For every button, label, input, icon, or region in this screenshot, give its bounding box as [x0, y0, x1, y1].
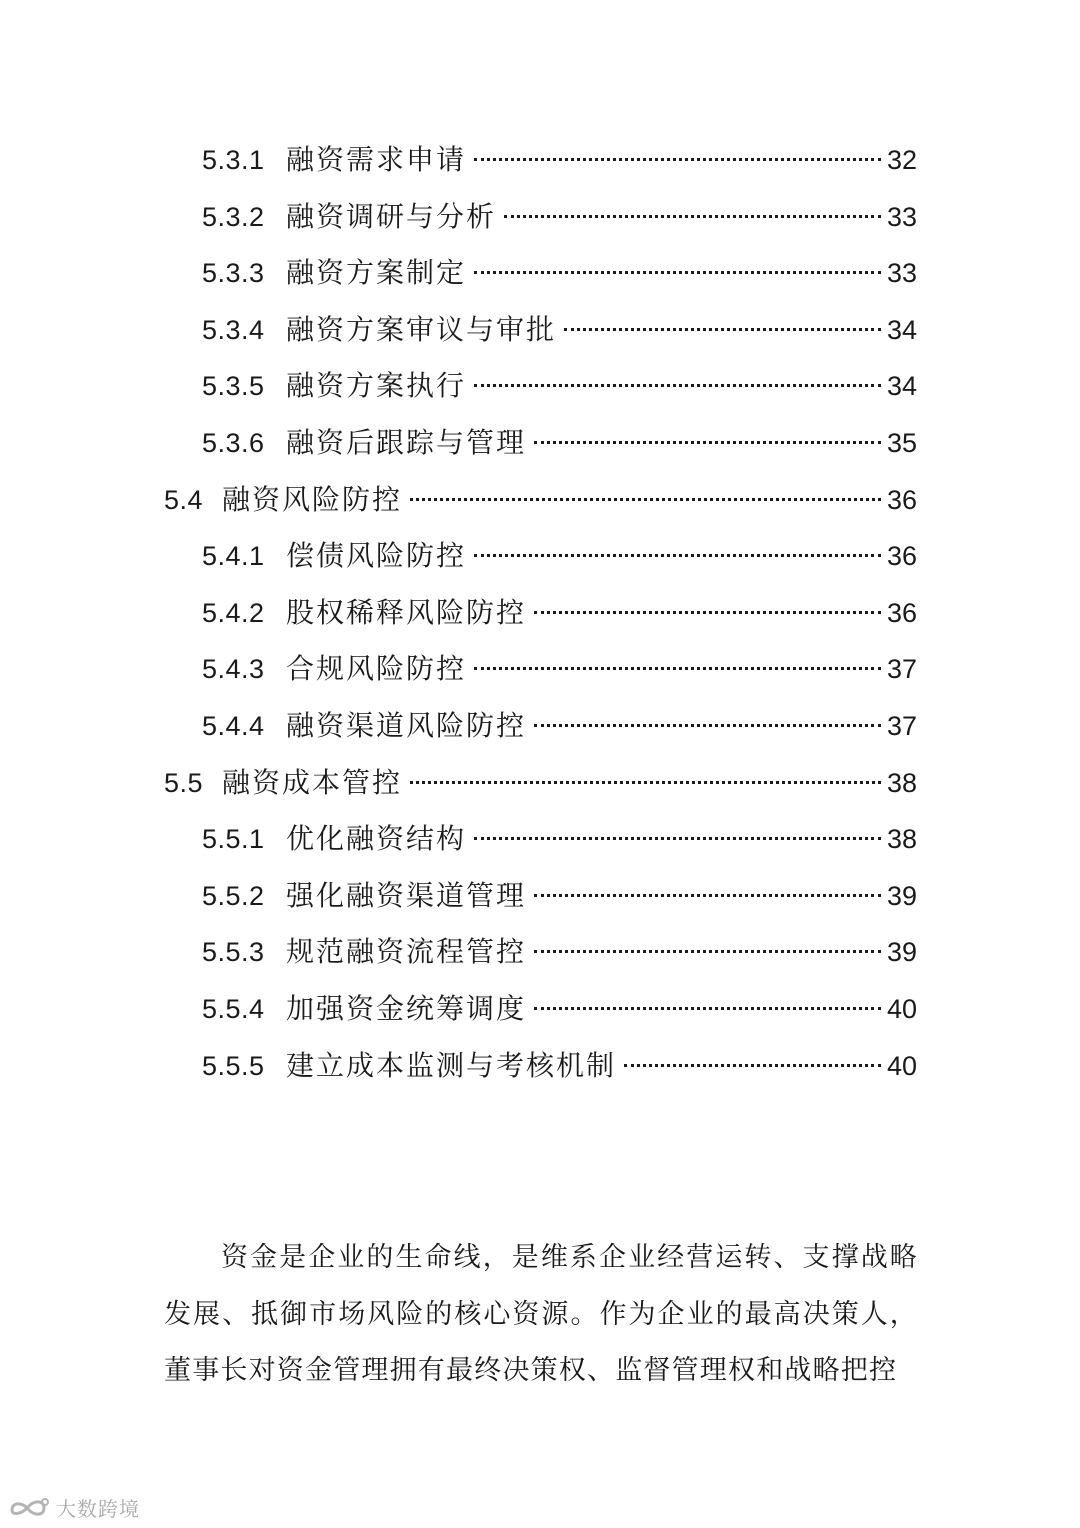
toc-dot-leader — [534, 611, 881, 614]
toc-entry-page: 40 — [886, 1051, 917, 1081]
toc-entry[interactable] — [164, 480, 917, 520]
toc-entry-title: 融资后跟踪与管理 — [286, 426, 527, 459]
toc-entry-number: 5.3.4 — [202, 315, 265, 345]
toc-entry-title: 建立成本监测与考核机制 — [286, 1049, 617, 1082]
toc-entry-title: 偿债风险防控 — [286, 539, 467, 572]
toc-entry-number: 5.5.5 — [202, 1051, 265, 1081]
toc-entry-page: 34 — [886, 371, 917, 401]
toc-entry[interactable] — [202, 536, 917, 576]
toc-entry[interactable] — [164, 763, 917, 803]
toc-entry[interactable] — [202, 876, 917, 916]
infinity-logo-icon — [8, 1494, 50, 1522]
toc-entry[interactable] — [202, 706, 917, 746]
toc-dot-leader — [474, 837, 881, 840]
toc-entry-number: 5.3.3 — [202, 258, 265, 288]
toc-entry-number: 5.4.4 — [202, 711, 265, 741]
toc-entry-title: 融资调研与分析 — [286, 200, 497, 233]
watermark-text: 大数跨境 — [56, 1497, 140, 1521]
toc-entry-title: 合规风险防控 — [286, 652, 467, 685]
toc-entry-page: 40 — [886, 994, 917, 1024]
toc-entry-page: 33 — [886, 202, 917, 232]
toc-entry-page: 39 — [886, 937, 917, 967]
toc-entry-title: 融资需求申请 — [286, 143, 467, 176]
toc-dot-leader — [474, 271, 881, 274]
toc-entry-number: 5.4.1 — [202, 541, 265, 571]
toc-entry[interactable] — [202, 649, 917, 689]
toc-entry-title: 强化融资渠道管理 — [286, 879, 527, 912]
toc-entry-number: 5.5.3 — [202, 937, 265, 967]
toc-entry-number: 5.3.1 — [202, 145, 265, 175]
toc-entry[interactable] — [202, 310, 917, 350]
toc-dot-leader — [410, 498, 881, 501]
toc-entry-title: 股权稀释风险防控 — [286, 596, 527, 629]
toc-entry-page: 38 — [886, 824, 917, 854]
toc-entry[interactable] — [202, 593, 917, 633]
toc-entry-number: 5.3.5 — [202, 371, 265, 401]
toc-entry-number: 5.3.6 — [202, 428, 265, 458]
toc-entry-title: 融资风险防控 — [222, 483, 403, 516]
toc-dot-leader — [534, 724, 881, 727]
toc-entry-page: 32 — [886, 145, 917, 175]
toc-entry-number: 5.4 — [164, 485, 204, 515]
toc-entry-title: 融资成本管控 — [222, 766, 403, 799]
toc-entry[interactable] — [202, 197, 917, 237]
toc-entry[interactable] — [202, 989, 917, 1029]
toc-entry-number: 5.5.2 — [202, 881, 265, 911]
toc-entry-title: 规范融资流程管控 — [286, 935, 527, 968]
toc-dot-leader — [534, 894, 881, 897]
toc-entry-number: 5.5 — [164, 768, 204, 798]
toc-entry-page: 36 — [886, 541, 917, 571]
toc-entry-page: 35 — [886, 428, 917, 458]
toc-entry-page: 36 — [886, 598, 917, 628]
toc-entry-page: 37 — [886, 711, 917, 741]
toc-entry[interactable] — [202, 423, 917, 463]
toc-entry-page: 33 — [886, 258, 917, 288]
toc-dot-leader — [534, 441, 881, 444]
toc-entry-number: 5.4.2 — [202, 598, 265, 628]
toc-entry-page: 36 — [886, 485, 917, 515]
toc-dot-leader — [474, 158, 881, 161]
toc-entry-title: 融资方案审议与审批 — [286, 313, 557, 346]
toc-dot-leader — [474, 384, 881, 387]
toc-entry[interactable] — [202, 253, 917, 293]
toc-entry[interactable] — [202, 819, 917, 859]
toc-entry-number: 5.5.4 — [202, 994, 265, 1024]
toc-dot-leader — [474, 667, 881, 670]
toc-dot-leader — [534, 1007, 881, 1010]
toc-entry[interactable] — [202, 932, 917, 972]
toc-entry-title: 融资方案执行 — [286, 369, 467, 402]
watermark — [8, 1493, 140, 1522]
toc-entry[interactable] — [202, 1046, 917, 1086]
toc-entry-title: 优化融资结构 — [286, 822, 467, 855]
toc-dot-leader — [410, 781, 881, 784]
toc-dot-leader — [534, 950, 881, 953]
toc-entry-page: 39 — [886, 881, 917, 911]
toc-entry-number: 5.3.2 — [202, 202, 265, 232]
toc-entry-page: 34 — [886, 315, 917, 345]
toc-entry-title: 融资渠道风险防控 — [286, 709, 527, 742]
toc-entry-title: 加强资金统筹调度 — [286, 992, 527, 1025]
toc-entry-title: 融资方案制定 — [286, 256, 467, 289]
toc-entry-page: 38 — [886, 768, 917, 798]
toc-entry-page: 37 — [886, 654, 917, 684]
toc-dot-leader — [564, 328, 881, 331]
toc-entry-number: 5.5.1 — [202, 824, 265, 854]
toc-dot-leader — [624, 1064, 881, 1067]
toc-entry-number: 5.4.3 — [202, 654, 265, 684]
toc-dot-leader — [474, 554, 881, 557]
toc-entry[interactable] — [202, 366, 917, 406]
toc-dot-leader — [504, 215, 881, 218]
toc-entry[interactable] — [202, 140, 917, 180]
body-paragraph: 资金是企业的生命线，是维系企业经营运转、支撑战略发展、抵御市场风险的核心资源。作为企业的最高决策人，董事长对资金管理拥有最终决策权、监督管理权和战略把控 — [164, 1242, 918, 1386]
